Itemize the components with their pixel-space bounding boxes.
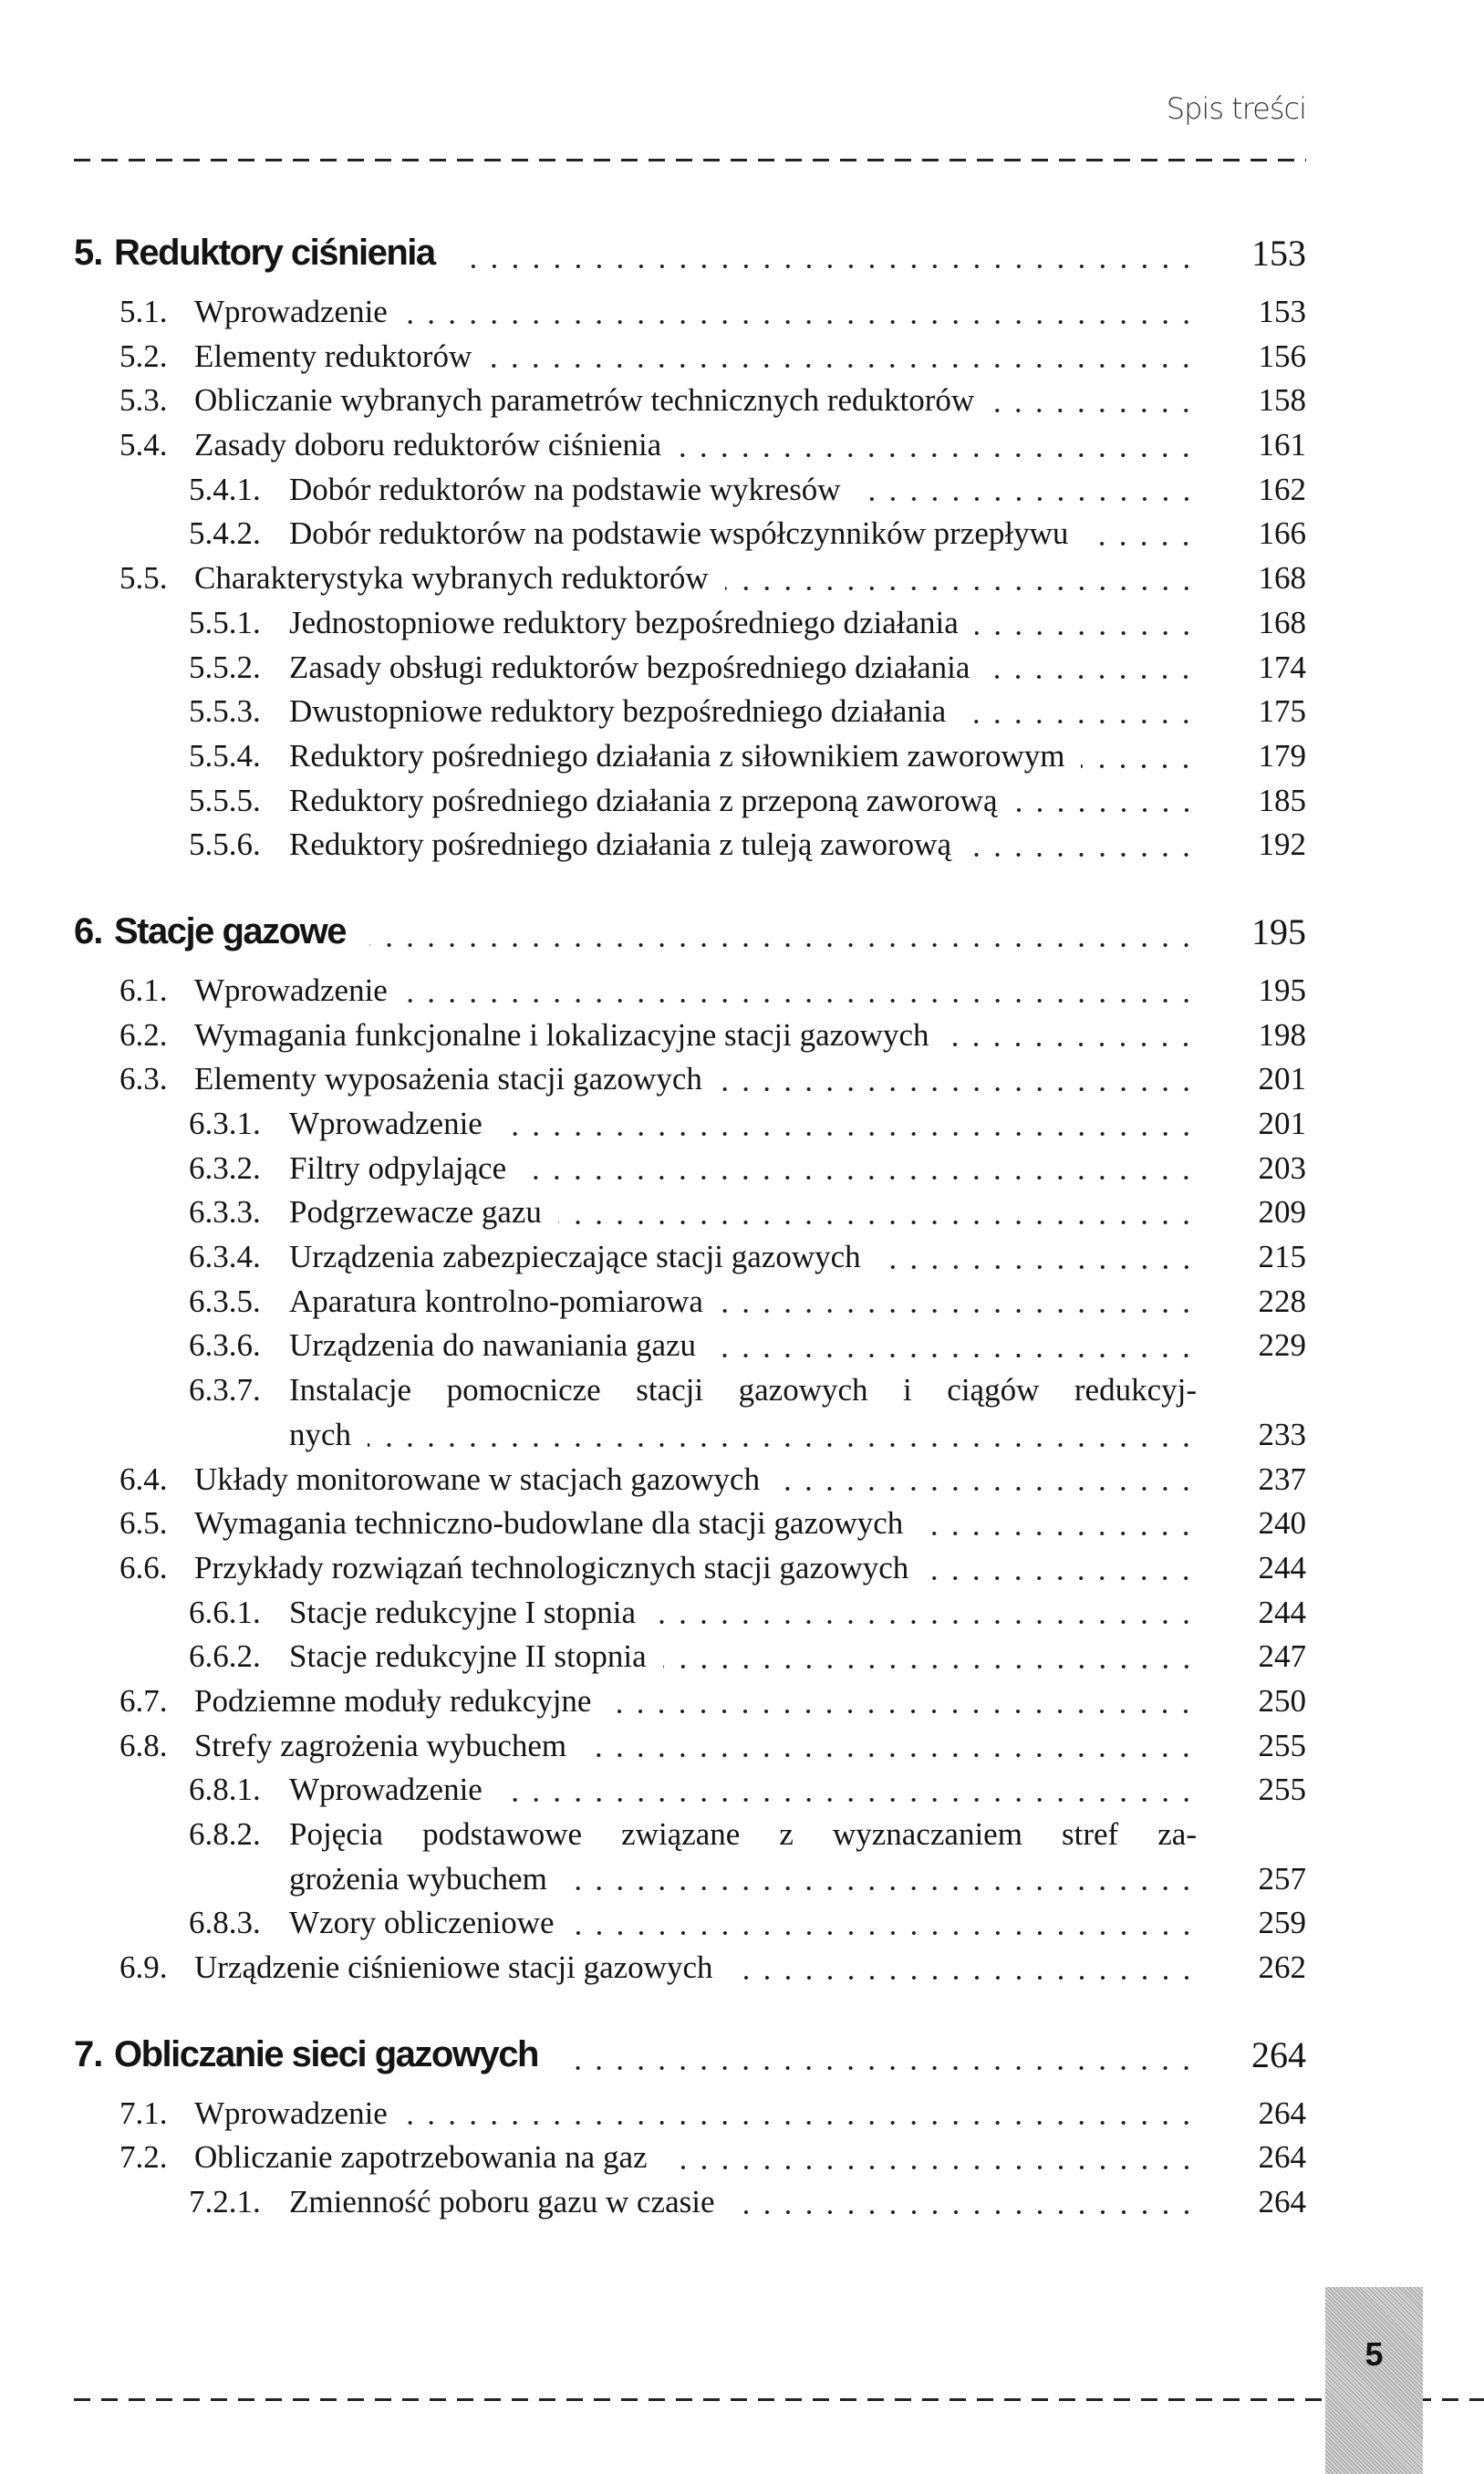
table-of-contents	[74, 231, 1306, 2225]
dot-leader	[488, 335, 1197, 379]
entry-title: Elementy wyposażenia stacji gazowych	[194, 1061, 702, 1097]
toc-entry	[74, 1280, 1306, 1325]
chapter-title: Stacje gazowe	[114, 910, 346, 951]
entry-number: 6.3.4.	[189, 1239, 261, 1275]
entry-page-number: 215	[1258, 1239, 1306, 1275]
dot-leader	[558, 1190, 1197, 1235]
dot-leader	[712, 1324, 1197, 1368]
entry-number: 5.2.	[119, 338, 168, 374]
entry-page-number: 229	[1258, 1327, 1306, 1364]
entry-title: grożenia wybuchem	[289, 1860, 547, 1897]
entry-title: Przykłady rozwiązań technologicznych stacji gazowych	[194, 1549, 909, 1585]
entry-number: 6.3.7.	[189, 1372, 261, 1409]
entry-page-number: 228	[1258, 1283, 1306, 1319]
entry-title: Charakterystyka wybranych reduktorów	[194, 560, 709, 597]
entry-number: 7.2.	[119, 2139, 168, 2176]
entry-number: 6.6.	[119, 1549, 168, 1585]
toc-entry	[74, 290, 1306, 335]
entry-number: 5.4.2.	[189, 515, 261, 552]
entry-title: Reduktory pośredniego działania z siłownikiem zaworowym	[289, 737, 1065, 774]
dot-leader	[720, 1280, 1197, 1325]
entry-number: 6.8.2.	[189, 1816, 261, 1852]
entry-page-number: 240	[1258, 1505, 1306, 1542]
entry-page-number: 259	[1258, 1905, 1306, 1941]
entry-title: Wymagania funkcjonalne i lokalizacyjne stacji gazowych	[194, 1016, 929, 1053]
entry-page-number: 161	[1258, 427, 1306, 463]
toc-entry	[74, 690, 1306, 734]
entry-number: 7.2.1.	[189, 2184, 261, 2220]
entry-page-number: 174	[1258, 649, 1306, 685]
toc-chapter-heading	[74, 2032, 1306, 2077]
entry-page-number: 192	[1258, 826, 1306, 863]
footer-divider	[74, 2398, 1484, 2401]
entry-title: Reduktory pośredniego działania z tuleją zaworową	[289, 826, 951, 863]
entry-number: 6.1.	[119, 972, 168, 1008]
entry-page-number: 250	[1258, 1682, 1306, 1719]
entry-title: Reduktory pośredniego działania z przeponą zaworową	[289, 782, 998, 818]
chapter-number: 5.	[74, 233, 103, 273]
toc-entry	[74, 1857, 1306, 1902]
entry-title: Dobór reduktorów na podstawie wykresów	[289, 471, 841, 507]
entry-number: 6.3.1.	[189, 1106, 261, 1141]
entry-title: Zasady obsługi reduktorów bezpośredniego działania	[289, 649, 970, 685]
toc-entry	[74, 1014, 1306, 1058]
entry-page-number: 244	[1258, 1594, 1306, 1630]
dot-leader	[571, 1901, 1197, 1946]
page-number-tab	[1325, 2287, 1423, 2474]
entry-number: 6.3.2.	[189, 1149, 261, 1186]
entry-page-number: 168	[1258, 604, 1306, 640]
entry-page-number: 237	[1258, 1460, 1306, 1497]
entry-title: Podziemne moduły redukcyjne	[194, 1682, 592, 1719]
entry-page-number: 244	[1258, 1549, 1306, 1585]
chapter-number: 7.	[74, 2033, 103, 2074]
toc-entry	[74, 1901, 1306, 1946]
entry-number: 6.4.	[119, 1460, 168, 1497]
entry-number: 6.2.	[119, 1016, 168, 1053]
toc-entry	[74, 556, 1306, 601]
toc-entry	[74, 1368, 1306, 1413]
entry-title: Wprowadzenie	[194, 972, 388, 1008]
entry-number: 6.3.	[119, 1061, 168, 1097]
entry-title: Dwustopniowe reduktory bezpośredniego działania	[289, 693, 947, 730]
dot-leader	[663, 1635, 1197, 1679]
dot-leader	[968, 823, 1197, 868]
entry-page-number: 195	[1258, 972, 1306, 1008]
toc-entry	[74, 1190, 1306, 1235]
dot-leader	[975, 601, 1197, 646]
entry-page-number: 255	[1258, 1772, 1306, 1808]
entry-number: 7.1.	[119, 2095, 168, 2131]
header-divider	[74, 159, 1306, 161]
toc-entry	[74, 2180, 1306, 2225]
dot-leader	[499, 1102, 1197, 1147]
toc-entry	[74, 1768, 1306, 1813]
entry-title: Układy monitorowane w stacjach gazowych	[194, 1460, 761, 1497]
dot-leader	[562, 2032, 1197, 2077]
dot-leader	[652, 1591, 1197, 1636]
entry-page-number: 255	[1258, 1727, 1306, 1763]
toc-entry	[74, 646, 1306, 691]
toc-entry	[74, 1679, 1306, 1724]
entry-number: 5.5.3.	[189, 693, 261, 730]
dot-leader	[919, 1502, 1197, 1546]
dot-leader	[925, 1546, 1197, 1591]
dot-leader	[369, 910, 1197, 954]
entry-number: 5.4.1.	[189, 471, 261, 507]
entry-number: 6.8.	[119, 1727, 168, 1763]
dot-leader	[1014, 779, 1198, 824]
entry-number: 6.6.1.	[189, 1594, 261, 1630]
chapter-title: Obliczanie sieci gazowych	[114, 2033, 538, 2074]
entry-page-number: 175	[1258, 693, 1306, 730]
toc-entry	[74, 1635, 1306, 1679]
dot-leader	[678, 423, 1197, 468]
entry-page-number: 201	[1258, 1106, 1306, 1141]
toc-entry	[74, 512, 1306, 556]
toc-entry	[74, 1413, 1306, 1458]
entry-title: Filtry odpylające	[289, 1149, 507, 1186]
entry-number: 6.3.5.	[189, 1283, 261, 1319]
entry-page-number: 168	[1258, 560, 1306, 597]
entry-page-number: 166	[1258, 515, 1306, 552]
entry-title: Urządzenia zabezpieczające stacji gazowych	[289, 1239, 861, 1275]
entry-number: 6.7.	[119, 1682, 168, 1719]
page-number: 5	[1365, 2335, 1384, 2373]
toc-entry	[74, 1946, 1306, 1991]
toc-entry	[74, 1057, 1306, 1102]
entry-title: Obliczanie wybranych parametrów technicznych reduktorów	[194, 382, 975, 419]
entry-title: Dobór reduktorów na podstawie współczynników przepływu	[289, 515, 1069, 552]
dot-leader	[523, 1147, 1197, 1191]
dot-leader	[877, 1235, 1197, 1280]
entry-title: Pojęcia podstawowe związane z wyznaczaniem stref za-	[289, 1816, 1197, 1852]
toc-entry	[74, 1502, 1306, 1546]
toc-entry	[74, 969, 1306, 1014]
toc-chapter-heading	[74, 910, 1306, 954]
entry-page-number: 264	[1258, 2095, 1306, 2131]
entry-title: Wprowadzenie	[194, 2095, 388, 2131]
dot-leader	[404, 2092, 1197, 2136]
dot-leader	[1084, 512, 1197, 556]
toc-entry	[74, 1102, 1306, 1147]
entry-page-number: 264	[1258, 2139, 1306, 2176]
dot-leader	[776, 1458, 1197, 1502]
entry-title: Aparatura kontrolno-pomiarowa	[289, 1283, 703, 1319]
entry-number: 5.4.	[119, 427, 168, 463]
entry-number: 5.1.	[119, 294, 168, 329]
entry-title: Urządzenie ciśnieniowe stacji gazowych	[194, 1949, 713, 1986]
toc-entry	[74, 2092, 1306, 2136]
entry-title: Zmienność poboru gazu w czasie	[289, 2184, 715, 2220]
entry-number: 6.8.1.	[189, 1772, 261, 1808]
entry-number: 5.3.	[119, 382, 168, 419]
dot-leader	[857, 468, 1197, 513]
entry-page-number: 209	[1258, 1194, 1306, 1231]
entry-number: 5.5.4.	[189, 737, 261, 774]
dot-leader	[732, 2180, 1197, 2225]
entry-title: Wymagania techniczno-budowlane dla stacji gazowych	[194, 1505, 904, 1542]
entry-title: Elementy reduktorów	[194, 338, 472, 374]
toc-chapter-section	[74, 231, 1306, 868]
entry-number: 6.5.	[119, 1505, 168, 1542]
toc-entry	[74, 379, 1306, 423]
chapter-page-number: 264	[1251, 2033, 1306, 2075]
dot-leader	[404, 969, 1197, 1014]
dot-leader	[991, 379, 1197, 423]
dot-leader	[564, 1857, 1197, 1902]
toc-entry	[74, 1813, 1306, 1857]
dot-leader	[404, 290, 1197, 335]
entry-page-number: 158	[1258, 382, 1306, 419]
entry-page-number: 264	[1258, 2184, 1306, 2220]
chapter-page-number: 195	[1251, 910, 1306, 952]
entry-page-number: 153	[1258, 294, 1306, 329]
entry-title: nych	[289, 1416, 352, 1452]
entry-title: Wprowadzenie	[289, 1106, 483, 1141]
entry-number: 5.5.6.	[189, 826, 261, 863]
entry-page-number: 262	[1258, 1949, 1306, 1986]
entry-page-number: 257	[1258, 1860, 1306, 1897]
toc-entry	[74, 335, 1306, 379]
entry-title: Stacje redukcyjne II stopnia	[289, 1638, 647, 1675]
toc-entry	[74, 779, 1306, 824]
entry-title: Instalacje pomocnicze stacji gazowych i ciągów redukcyj-	[289, 1372, 1197, 1409]
entry-number: 6.6.2.	[189, 1638, 261, 1675]
toc-entry	[74, 468, 1306, 513]
dot-leader	[730, 1946, 1198, 1991]
entry-title: Wzory obliczeniowe	[289, 1905, 555, 1941]
toc-chapter-section	[74, 910, 1306, 1991]
entry-title: Wprowadzenie	[289, 1772, 483, 1808]
dot-leader	[1081, 734, 1197, 779]
toc-entry	[74, 1235, 1306, 1280]
entry-title: Jednostopniowe reduktory bezpośredniego działania	[289, 604, 959, 640]
entry-page-number: 233	[1258, 1416, 1306, 1452]
entry-page-number: 247	[1258, 1638, 1306, 1675]
toc-entry	[74, 823, 1306, 868]
toc-entry	[74, 1324, 1306, 1368]
dot-leader	[986, 646, 1197, 691]
dot-leader	[962, 690, 1197, 734]
dot-leader	[459, 231, 1197, 275]
entry-title: Obliczanie zapotrzebowania na gaz	[194, 2139, 648, 2176]
dot-leader	[945, 1014, 1197, 1058]
toc-entry	[74, 1591, 1306, 1636]
chapter-title: Reduktory ciśnienia	[114, 233, 435, 273]
entry-title: Zasady doboru reduktorów ciśnienia	[194, 427, 662, 463]
toc-entry	[74, 1724, 1306, 1769]
running-header: Spis treści	[1166, 91, 1306, 126]
entry-number: 6.9.	[119, 1949, 168, 1986]
entry-number: 6.3.6.	[189, 1327, 261, 1364]
chapter-number: 6.	[74, 910, 103, 951]
toc-entry	[74, 601, 1306, 646]
entry-title: Wprowadzenie	[194, 294, 388, 329]
entry-number: 5.5.5.	[189, 782, 261, 818]
entry-title: Strefy zagrożenia wybuchem	[194, 1727, 567, 1763]
toc-entry	[74, 734, 1306, 779]
toc-chapter-heading	[74, 231, 1306, 275]
entry-number: 6.3.3.	[189, 1194, 261, 1231]
entry-number: 6.8.3.	[189, 1905, 261, 1941]
toc-entry	[74, 2136, 1306, 2180]
toc-chapter-section	[74, 2032, 1306, 2225]
entry-page-number: 179	[1258, 737, 1306, 774]
entry-page-number: 201	[1258, 1061, 1306, 1097]
dot-leader	[725, 556, 1197, 601]
dot-leader	[719, 1057, 1197, 1102]
entry-number: 5.5.2.	[189, 649, 261, 685]
chapter-page-number: 153	[1251, 233, 1306, 274]
toc-entry	[74, 1147, 1306, 1191]
toc-entry	[74, 1458, 1306, 1502]
toc-entry	[74, 1546, 1306, 1591]
entry-page-number: 162	[1258, 471, 1306, 507]
entry-page-number: 203	[1258, 1149, 1306, 1186]
dot-leader	[368, 1413, 1197, 1458]
dot-leader	[664, 2136, 1197, 2180]
toc-entry	[74, 423, 1306, 468]
entry-number: 5.5.	[119, 560, 168, 597]
entry-title: Podgrzewacze gazu	[289, 1194, 542, 1231]
entry-title: Urządzenia do nawaniania gazu	[289, 1327, 697, 1364]
entry-page-number: 185	[1258, 782, 1306, 818]
entry-title: Stacje redukcyjne I stopnia	[289, 1594, 637, 1630]
entry-page-number: 156	[1258, 338, 1306, 374]
entry-page-number: 198	[1258, 1016, 1306, 1053]
dot-leader	[583, 1724, 1197, 1769]
dot-leader	[499, 1768, 1197, 1813]
entry-number: 5.5.1.	[189, 604, 261, 640]
dot-leader	[607, 1679, 1197, 1724]
